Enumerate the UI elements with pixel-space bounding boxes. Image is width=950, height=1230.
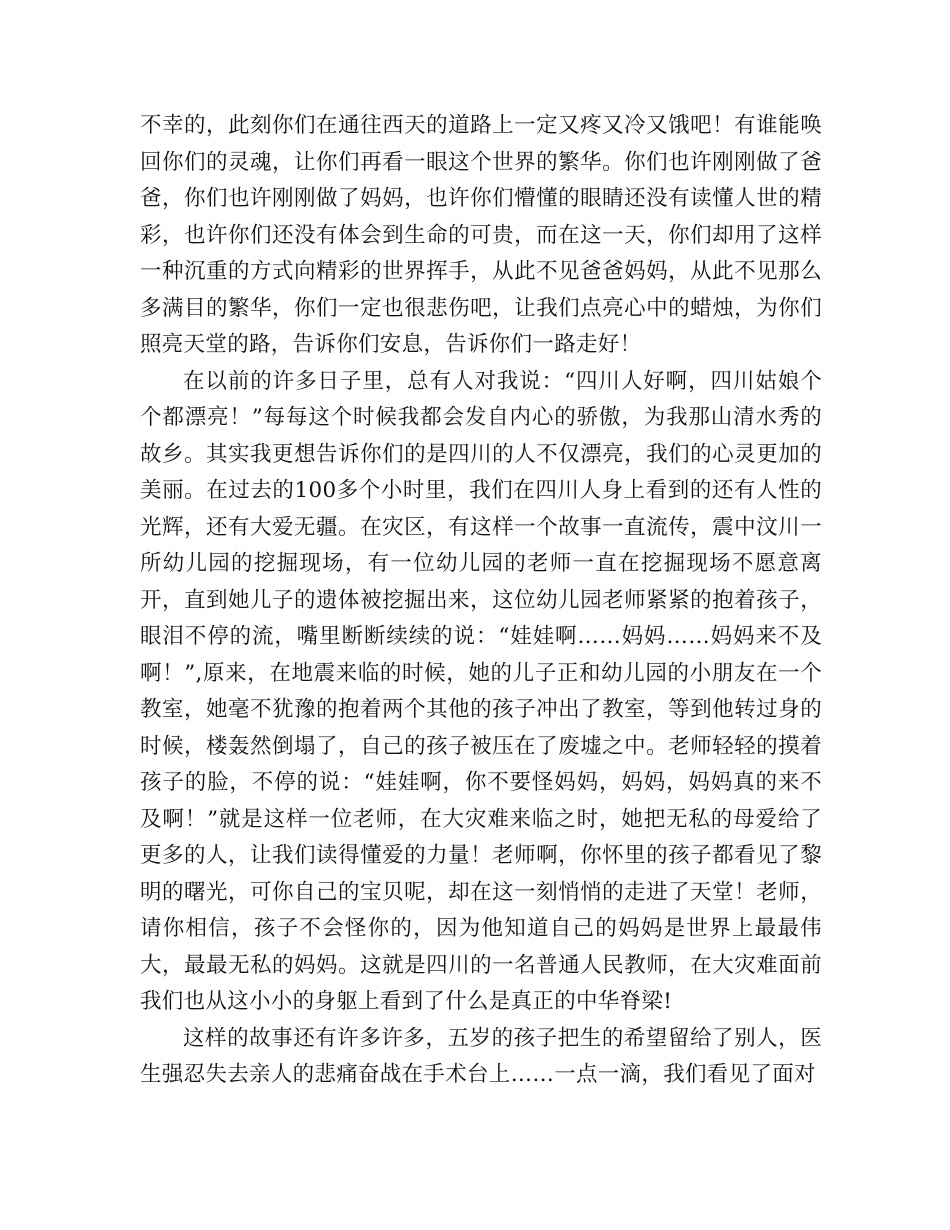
- document-body: [140, 108, 822, 1094]
- paragraph-1: 不幸的，此刻你们在通往西天的道路上一定又疼又冷又饿吧！有谁能唤回你们的灵魂，让你们再看一眼这个世界的繁华。你们也许刚刚做了爸爸，你们也许刚刚做了妈妈，也许你们懵懂的眼睛还没有读懂人世的精彩，也许你们还没有体会到生命的可贵，而在这一天，你们却用了这样一种沉重的方式向精彩的世界挥手，从此不见爸爸妈妈，从此不见那么多满目的繁华，你们一定也很悲伤吧，让我们点亮心中的蜡烛，为你们照亮天堂的路，告诉你们安息，告诉你们一路走好！: [140, 113, 822, 357]
- paragraph-2: 在以前的许多日子里，总有人对我说：“四川人好啊，四川姑娘个个都漂亮！”每每这个时候我都会发自内心的骄傲，为我那山清水秀的故乡。其实我更想告诉你们的是四川的人不仅漂亮，我们的心灵更加的美丽。在过去的100多个小时里，我们在四川人身上看到的还有人性的光辉，还有大爱无疆。在灾区，有这样一个故事一直流传，震中汶川一所幼儿园的挖掘现场，有一位幼儿园的老师一直在挖掘现场不愿意离开，直到她儿子的遗体被挖掘出来，这位幼儿园老师紧紧的抱着孩子，眼泪不停的流，嘴里断断续续的说：“娃娃啊……妈妈……妈妈来不及啊！”,原来，在地震来临的时候，她的儿子正和幼儿园的小朋友在一个教室，她毫不犹豫的抱着两个其他的孩子冲出了教室，等到他转过身的时候，楼轰然倒塌了，自己的孩子被压在了废墟之中。老师轻轻的摸着孩子的脸，不停的说：“娃娃啊，你不要怪妈妈，妈妈，妈妈真的来不及啊！”就是这样一位老师，在大灾难来临之时，她把无私的母爱给了更多的人，让我们读得懂爱的力量！老师啊，你怀里的孩子都看见了黎明的曙光，可你自己的宝贝呢，却在这一刻悄悄的走进了天堂！老师，请你相信，孩子不会怪你的，因为他知道自己的妈妈是世界上最最伟大，最最无私的妈妈。这就是四川的一名普通人民教师，在大灾难面前我们也从这小小的身躯上看到了什么是真正的中华脊梁!: [140, 368, 822, 1014]
- paragraph-3: 这样的故事还有许多许多，五岁的孩子把生的希望留给了别人，医生强忍失去亲人的悲痛奋战在手术台上……一点一滴，我们看见了面对: [140, 1025, 822, 1087]
